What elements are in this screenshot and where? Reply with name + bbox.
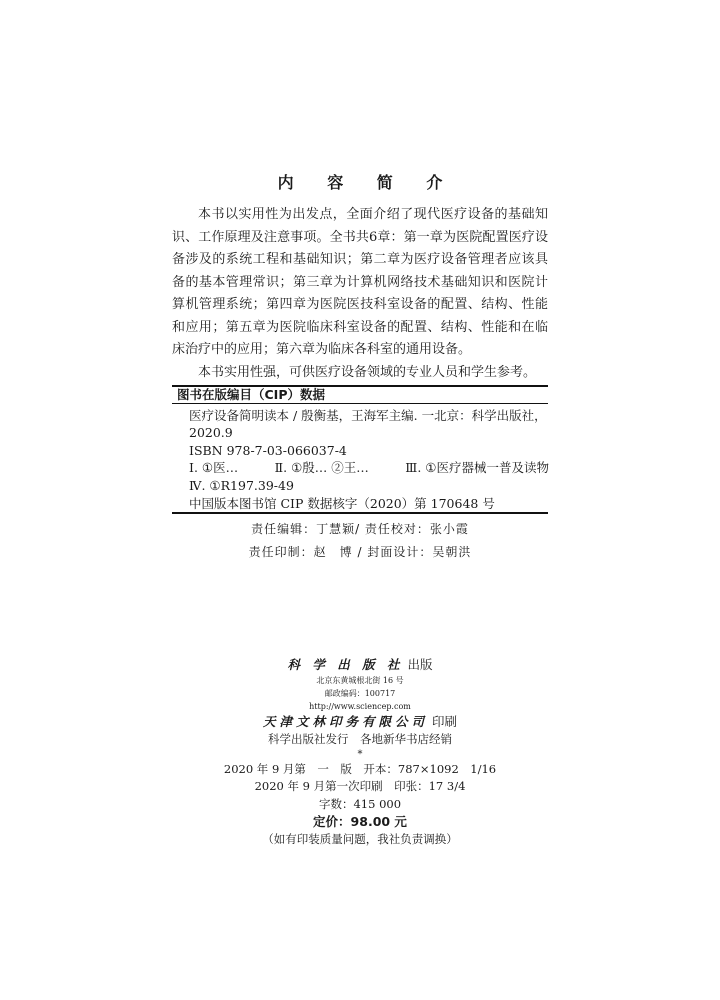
cip-class-b: Ⅱ. ①殷… ②王… — [274, 460, 369, 476]
quality-notice: （如有印装质量问题，我社负责调换） — [262, 832, 458, 846]
publisher-role: 出版 — [407, 657, 433, 672]
cip-heading: 图书在版编目（CIP）数据 — [177, 387, 325, 402]
summary-body — [172, 204, 548, 384]
summary-title: 内 容 简 介 — [277, 173, 457, 192]
cip-block — [177, 386, 549, 512]
staff-line-editors: 责任编辑：丁慧颖/ 责任校对：张小霞 — [251, 522, 469, 536]
separator-mark: * — [357, 748, 363, 760]
printer-name: 天津文林印务有限公司 — [262, 714, 428, 729]
printer-row — [0, 713, 720, 731]
cip-class-c: Ⅲ. ①医疗器械一普及读物 — [405, 460, 549, 476]
cip-class-a: Ⅰ. ①医… — [189, 460, 239, 476]
printing-line: 2020 年 9 月第一次印刷 印张：17 3/4 — [254, 779, 466, 793]
summary-paragraph: 本书以实用性为出发点，全面介绍了现代医疗设备的基础知识、工作原理及注意事项。全书共6章：第一章为医院配置医疗设备涉及的系统工程和基础知识；第二章为医疗设备管理者应该具备的基本管理常识；第三章为计算机网络技术基础知识和医院计算机管理系统；第四章为医院医技科室设备的配置、结构、性能和应用；第五章为医院临床科室设备的配置、结构、性能和在临床治疗中的应用；第六章为临床各科室的通用设备。 — [172, 207, 548, 357]
cip-class-d: Ⅳ. ①R197.39-49 — [189, 477, 294, 493]
distribution-line: 科学出版社发行 各地新华书店经销 — [268, 732, 452, 746]
staff-line-production: 责任印制：赵 博 / 封面设计：吴朝洪 — [248, 545, 472, 559]
edition-line: 2020 年 9 月第 一 版 开本：787×1092 1/16 — [223, 761, 497, 776]
publisher-url: http://www.sciencep.com — [309, 702, 411, 711]
printer-role: 印刷 — [431, 714, 457, 729]
word-count: 字数：415 000 — [318, 796, 402, 811]
publisher-address: 北京东黄城根北街 16 号 — [316, 676, 404, 685]
cip-classification-row — [177, 459, 549, 477]
publisher-row — [0, 656, 720, 674]
publisher-name: 科 学 出 版 社 — [287, 657, 404, 672]
cip-isbn: ISBN 978-7-03-066037-4 — [189, 442, 347, 458]
price: 定价：98.00 元 — [313, 814, 407, 829]
publisher-postcode: 邮政编码：100717 — [324, 689, 396, 698]
summary-paragraph: 本书实用性强，可供医疗设备领域的专业人员和学生参考。 — [198, 364, 537, 380]
staff-credits — [0, 518, 720, 564]
publication-info — [0, 656, 720, 849]
cip-year-line: 2020.9 — [189, 425, 233, 441]
cip-record: 中国版本图书馆 CIP 数据核字（2020）第 170648 号 — [189, 495, 495, 511]
cip-bottom-rule — [172, 512, 548, 514]
cip-bibliographic-line: 医疗设备简明读本 / 殷衡基，王海军主编. 一北京：科学出版社， — [189, 407, 547, 423]
